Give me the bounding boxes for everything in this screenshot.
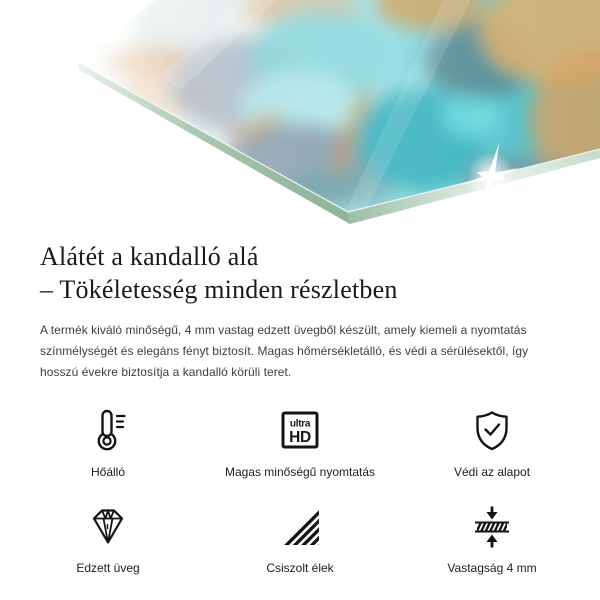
feature-print-quality bbox=[204, 407, 396, 479]
description-line: A termék kiváló minőségű, 4 mm vastag edzett üvegből készült, amely kiemeli a nyomtatás bbox=[40, 323, 527, 337]
ultra-hd-badge-text-bottom: HD bbox=[289, 429, 311, 446]
ultra-hd-badge-text-top: ultra bbox=[289, 418, 311, 430]
feature-label: Csiszolt élek bbox=[266, 561, 334, 575]
feature-label: Vastagság 4 mm bbox=[447, 561, 537, 575]
feature-label: Magas minőségű nyomtatás bbox=[224, 465, 376, 479]
shield-check-icon bbox=[470, 407, 514, 453]
page-title-line1: Alátét a kandalló alá bbox=[40, 242, 259, 271]
ultra-hd-badge-icon bbox=[278, 407, 322, 453]
description-line: hosszú évekre biztosítja a kandalló körüli teret. bbox=[40, 365, 292, 379]
feature-label: Védi az alapot bbox=[453, 465, 531, 479]
diamond-icon bbox=[86, 503, 130, 549]
feature-polished-edges bbox=[204, 503, 396, 575]
thickness-arrows-icon bbox=[470, 503, 514, 549]
thermometer-icon bbox=[86, 407, 130, 453]
photo-fade-overlay bbox=[0, 0, 270, 232]
feature-thickness bbox=[396, 503, 588, 575]
feature-tempered-glass bbox=[12, 503, 204, 575]
feature-label: Edzett üveg bbox=[76, 561, 140, 575]
features-grid bbox=[12, 407, 588, 575]
description-line: színmélységét és elegáns fényt biztosít. Magas hőmérsékletálló, és védi a sérülésektől, így bbox=[40, 344, 529, 358]
feature-heat-resistant bbox=[12, 407, 204, 479]
product-description-section bbox=[0, 240, 600, 383]
beveled-edges-icon bbox=[278, 503, 322, 549]
page-title bbox=[40, 240, 560, 306]
glass-panel-illustration bbox=[0, 0, 600, 232]
product-photo-glass-fireplace-mat bbox=[0, 0, 600, 232]
feature-label: Hőálló bbox=[90, 465, 126, 479]
feature-protects-base bbox=[396, 407, 588, 479]
product-description bbox=[40, 320, 560, 383]
page-title-line2: – Tökéletesség minden részletben bbox=[40, 275, 398, 304]
